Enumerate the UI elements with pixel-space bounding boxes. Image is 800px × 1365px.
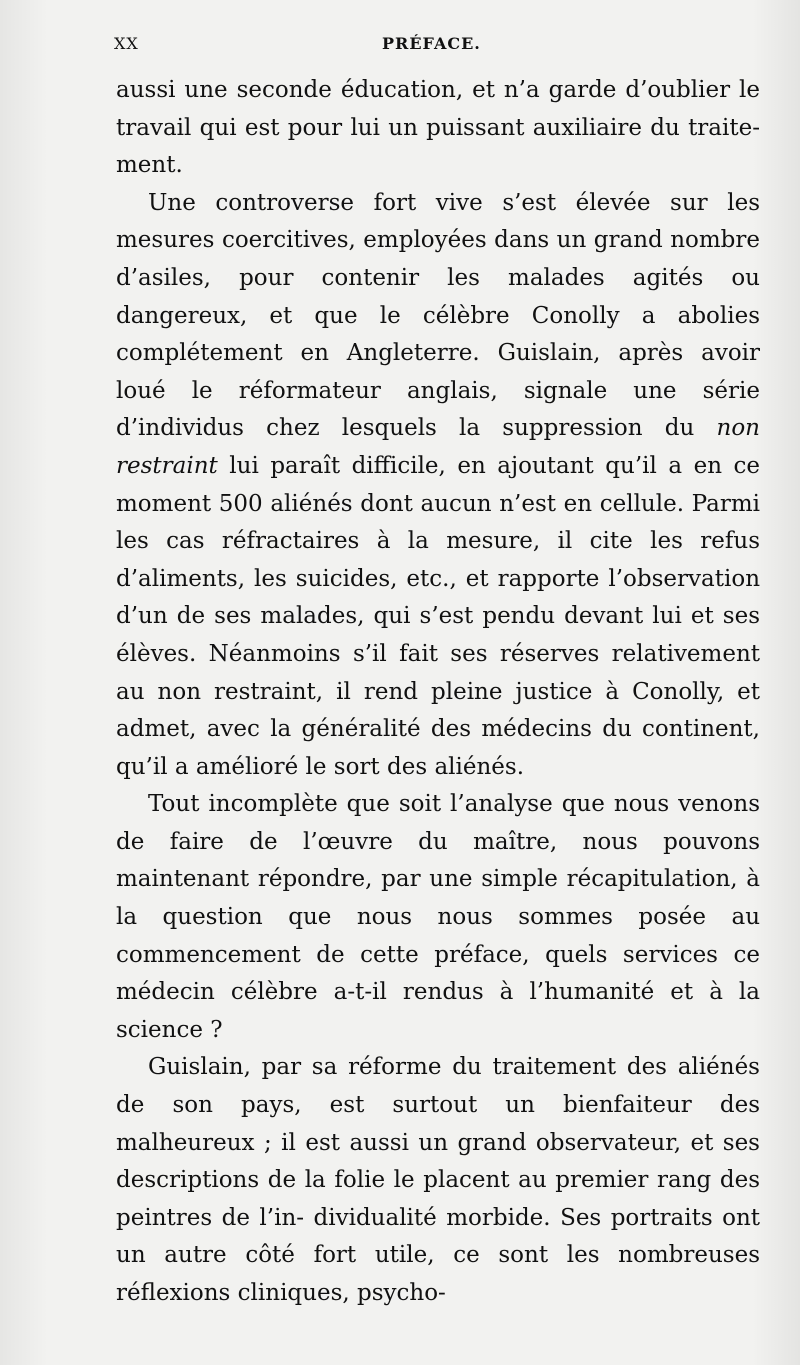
text-line: qui s’est pendu devant lui et ses élèves. Néanmoins xyxy=(116,603,761,667)
text-line: aliénés. xyxy=(434,753,525,780)
text-line: s’il fait ses réserves relativement au non restraint, il xyxy=(116,640,761,705)
text-line: que nous nous sommes posée au commencement de cette xyxy=(116,904,761,968)
text-line: travail qui est pour lui un puissant auxiliaire du traite- xyxy=(116,114,760,141)
text-line: faire de l’œuvre du maître, nous pouvons maintenant xyxy=(116,828,760,893)
text-line: l’humanité et à la science ? xyxy=(116,979,760,1043)
paragraph-2 xyxy=(116,185,760,787)
text-line: répondre, par une simple récapitulation, à la question xyxy=(116,866,760,931)
paragraph-1 xyxy=(116,72,760,185)
text-line: utile, ce sont les nombreuses réflexions cliniques, psycho- xyxy=(116,1242,761,1306)
text-line: aussi une seconde éducation, et n’a garde d’oublier le xyxy=(116,77,760,103)
text-line: célèbre Conolly a abolies complétement en Angleterre. xyxy=(116,302,761,367)
text-line: préface, quels services ce médecin célèbre a-t-il rendus à xyxy=(116,941,760,1006)
text-line: pour contenir les malades agités ou dangereux, et que le xyxy=(116,264,760,329)
text-line: de la folie le placent au premier rang des peintres de l’in- xyxy=(116,1167,761,1231)
italic-term: restraint xyxy=(116,452,218,479)
text-line: suicides, etc., et rapporte l’observation d’un de ses malades, xyxy=(116,565,761,630)
page-number: XX xyxy=(114,34,139,53)
text-line: coercitives, employées dans un grand nombre d’asiles, xyxy=(116,227,760,291)
italic-term: non xyxy=(716,415,760,442)
text-line: cas réfractaires à la mesure, il cite les refus d’aliments, les xyxy=(116,528,760,592)
text-line: lui paraît difficile, en ajoutant qu’il a en ce xyxy=(229,452,760,479)
text-line: rend pleine justice à Conolly, et admet, avec la généralité xyxy=(116,678,761,743)
body-text xyxy=(116,72,760,1313)
text-line: dividualité morbide. Ses portraits ont un autre côté fort xyxy=(116,1204,760,1269)
text-line: Guislain, par sa réforme du traitement des aliénés de xyxy=(116,1054,760,1119)
text-line: une série d’individus chez lesquels la suppression du xyxy=(116,377,760,442)
paragraph-4 xyxy=(116,1049,760,1312)
text-line: Guislain, après avoir loué le réformateur anglais, signale xyxy=(116,340,761,404)
text-line: ment. xyxy=(116,152,183,179)
text-line: son pays, est surtout un bienfaiteur des malheureux ; xyxy=(116,1092,761,1156)
text-line: Une controverse fort vive s’est élevée sur les mesures xyxy=(116,189,760,254)
text-line: des médecins du continent, qu’il a amélioré le sort des xyxy=(116,716,760,780)
running-title: PRÉFACE. xyxy=(382,34,481,53)
paragraph-3 xyxy=(116,786,760,1049)
text-line: moment 500 aliénés dont aucun n’est en cellule. Parmi les xyxy=(116,490,760,555)
text-line: Tout incomplète que soit l’analyse que nous venons de xyxy=(116,791,760,855)
text-line: il est aussi un grand observateur, et ses descriptions xyxy=(116,1129,760,1194)
running-head xyxy=(114,34,776,56)
